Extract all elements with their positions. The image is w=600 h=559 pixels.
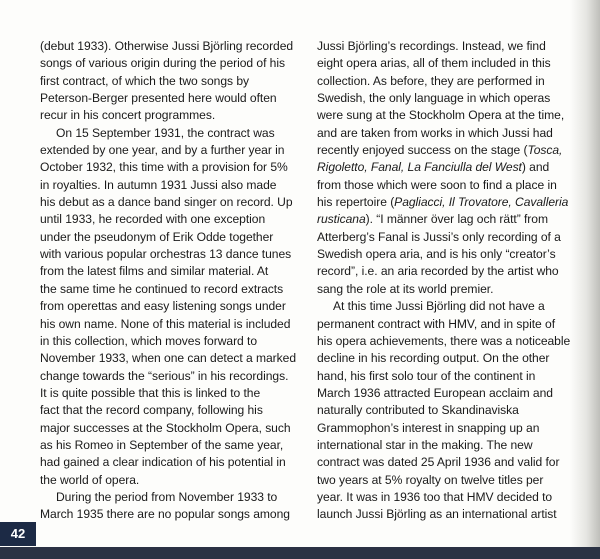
text-line: from the latest films and similar material. At xyxy=(40,264,269,279)
paragraph xyxy=(40,38,297,125)
text-line: were sung at the Stockholm Opera at the time, xyxy=(317,108,565,123)
text-line: hand, his first solo tour of the continent in xyxy=(317,368,536,383)
text-line: Atterberg’s Fanal is Jussi’s only recording of a xyxy=(317,229,561,244)
italic-title: Tosca, xyxy=(527,143,563,158)
text-line xyxy=(317,159,575,176)
text-line: under the pseudonym of Erik Odde together xyxy=(40,229,274,244)
text-line: Swedish opera aria, and is his only “creator’s xyxy=(317,247,556,262)
text-line: March 1935 there are no popular songs among xyxy=(40,507,290,522)
text-line: November 1933, when one can detect a marked xyxy=(40,351,297,366)
bottom-border-strip xyxy=(0,547,600,559)
paragraph xyxy=(40,489,297,524)
text-line xyxy=(317,194,575,211)
text-line: Swedish, the only language in which operas xyxy=(317,91,551,106)
text-line xyxy=(317,211,575,228)
text-line: until 1933, he recorded with one exception xyxy=(40,212,266,227)
text-line: from those which were soon to find a place in xyxy=(317,177,557,192)
text-line: recur in his concert programmes. xyxy=(40,108,216,123)
text-line: year. It was in 1936 too that HMV decided to xyxy=(317,489,553,504)
text-line: in this collection, which moves forward to xyxy=(40,333,258,348)
text-line: contract was dated 25 April 1936 and valid for xyxy=(317,455,560,470)
italic-title: rusticana xyxy=(317,212,366,227)
text-line: his own name. None of this material is included xyxy=(40,316,291,331)
text-line: first contract, of which the two songs by xyxy=(40,73,250,88)
text-line: October 1932, this time with a provision for 5% xyxy=(40,160,288,175)
text-line: Jussi Björling’s recordings. Instead, we find xyxy=(317,39,546,53)
text-line: It is quite possible that this is linked to the xyxy=(40,385,261,400)
page-edge-shadow xyxy=(570,0,600,559)
text-line: with various popular orchestras 13 dance tunes xyxy=(40,247,292,262)
paragraph xyxy=(317,38,575,298)
text-line: his opera achievements, there was a noticeable xyxy=(317,333,571,348)
text-line: as his Romeo in September of the same year, xyxy=(40,437,284,452)
text-run: ). “I männer över lag och rätt” from xyxy=(365,212,548,227)
text-run: ) and xyxy=(521,160,550,175)
text-line: international star in the making. The new xyxy=(317,437,533,452)
text-line: launch Jussi Björling as an international artist xyxy=(317,507,557,522)
italic-title: Rigoletto, Fanal, La Fanciulla del West xyxy=(317,160,522,175)
text-line: decline in his recording output. On the other xyxy=(317,351,550,366)
paragraph xyxy=(317,298,575,523)
text-line: from operettas and easy listening songs under xyxy=(40,299,286,314)
text-line: the world of opera. xyxy=(40,472,140,487)
text-line: major successes at the Stockholm Opera, such xyxy=(40,420,291,435)
text-line: in royalties. In autumn 1931 Jussi also made xyxy=(40,177,277,192)
paragraph xyxy=(40,125,297,489)
text-line: permanent contract with HMV, and in spite of xyxy=(317,316,556,331)
italic-title: Pagliacci, Il Trovatore, Cavalleria xyxy=(394,195,569,210)
text-line: two years at 5% royalty on twelve titles per xyxy=(317,472,544,487)
text-line: Grammophon’s interest in snapping up an xyxy=(317,420,540,435)
text-line: naturally contributed to Skandinaviska xyxy=(317,403,519,418)
text-line: During the period from November 1933 to xyxy=(56,489,278,504)
text-line: eight opera arias, all of them included in this xyxy=(317,56,551,71)
text-line: (debut 1933). Otherwise Jussi Björling recorded xyxy=(40,39,294,53)
text-line: record”, i.e. an aria recorded by the artist who xyxy=(317,264,559,279)
text-line xyxy=(317,142,575,159)
text-line: collection. As before, they are performed in xyxy=(317,73,545,88)
text-line: change towards the “serious” in his recordings. xyxy=(40,368,289,383)
text-run: recently enjoyed success on the stage ( xyxy=(317,143,528,158)
text-line: had gained a clear indication of his potential in xyxy=(40,455,286,470)
text-run: his repertoire ( xyxy=(317,195,395,210)
right-text-column xyxy=(317,38,575,524)
page-number: 42 xyxy=(0,522,36,546)
text-line: the same time he continued to record extracts xyxy=(40,281,284,296)
text-line: his debut as a dance band singer on record. Up xyxy=(40,195,293,210)
text-line: Peterson-Berger presented here would often xyxy=(40,91,277,106)
left-text-column xyxy=(40,38,297,524)
text-line: and are taken from works in which Jussi had xyxy=(317,125,553,140)
text-line: extended by one year, and by a further year in xyxy=(40,143,285,158)
text-line: sang the role at its world premier. xyxy=(317,281,494,296)
text-line: At this time Jussi Björling did not have a xyxy=(333,299,545,314)
text-line: On 15 September 1931, the contract was xyxy=(56,125,275,140)
text-line: March 1936 attracted European acclaim and xyxy=(317,385,553,400)
text-line: songs of various origin during the period of his xyxy=(40,56,285,71)
text-line: fact that the record company, following his xyxy=(40,403,263,418)
